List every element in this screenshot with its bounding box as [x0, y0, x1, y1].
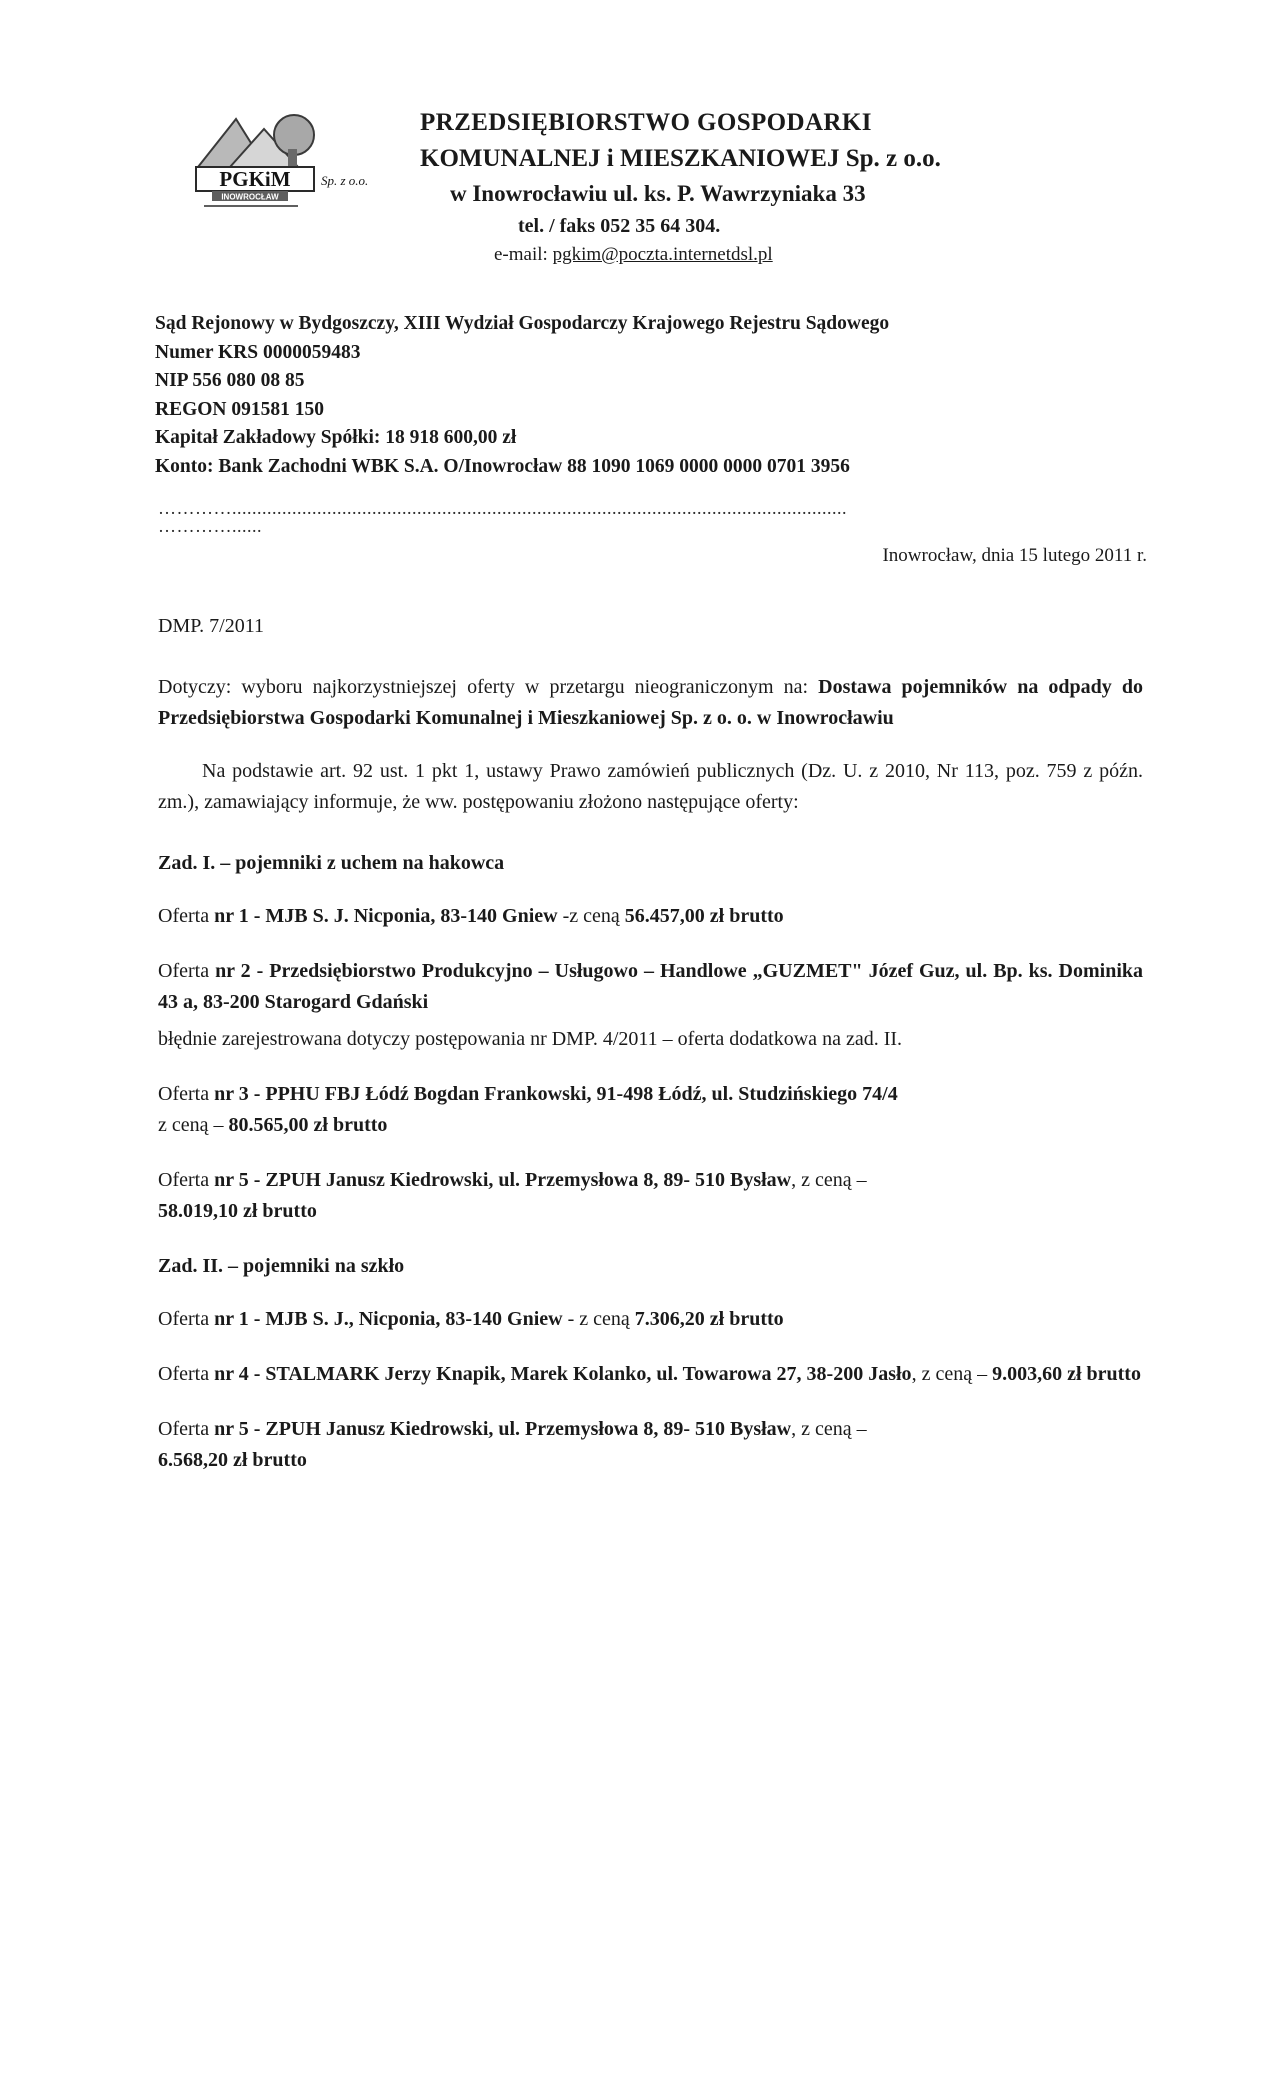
offer-mid: , z ceną – [911, 1363, 993, 1385]
header-divider-second-line: …………...... [158, 516, 262, 536]
offer-mid: , z ceną – [791, 1169, 867, 1191]
legal-basis-paragraph: Na podstawie art. 92 ust. 1 pkt 1, ustawy Prawo zamówień publicznych (Dz. U. z 2010, Nr 113, poz. 759 z późn. zm.), zamawiający informuje, że ww. postępowaniu złożono następujące oferty: [158, 760, 1143, 813]
offer-prefix: Oferta [158, 1418, 215, 1440]
place-and-date: Inowrocław, dnia 15 lutego 2011 r. [882, 545, 1147, 566]
offer-prefix: Oferta [158, 1169, 215, 1191]
company-address: w Inowrocławiu ul. ks. P. Wawrzyniaka 33 [450, 181, 866, 206]
offer-company: nr 5 - ZPUH Janusz Kiedrowski, ul. Przemysłowa 8, 89- 510 Bysław [214, 1169, 792, 1191]
nip-number: NIP 556 080 08 85 [155, 370, 305, 391]
offer-item [158, 956, 1143, 1018]
regon-number: REGON 091581 150 [155, 398, 325, 420]
offer-mid: , z ceną – [791, 1418, 867, 1440]
offer-price: 6.568,20 zł brutto [158, 1449, 307, 1471]
offer-item [158, 1359, 1143, 1390]
offer-item [158, 1165, 1143, 1227]
offer-item [158, 1304, 1143, 1335]
offer-price: 58.019,10 zł brutto [158, 1200, 317, 1222]
svg-text:Sp. z o.o.: Sp. z o.o. [321, 173, 369, 188]
pgkim-logo-icon [190, 105, 395, 210]
offer-company: nr 5 - ZPUH Janusz Kiedrowski, ul. Przemysłowa 8, 89- 510 Bysław [214, 1418, 792, 1440]
offer-note: błędnie zarejestrowana dotyczy postępowania nr DMP. 4/2011 – oferta dodatkowa na zad. II. [158, 1028, 903, 1050]
court-register: Sąd Rejonowy w Bydgoszczy, XIII Wydział Gospodarczy Krajowego Rejestru Sądowego [155, 313, 890, 334]
company-phone: tel. / faks 052 35 64 304. [518, 215, 721, 237]
company-email-line [420, 241, 1160, 269]
company-name-line2: KOMUNALNEJ i MIESZKANIOWEJ Sp. z o.o. [420, 145, 941, 172]
offer-prefix: Oferta [158, 1083, 215, 1105]
company-logo [190, 105, 395, 210]
offer-prefix: Oferta [158, 1363, 215, 1385]
header-divider: …………........................................................................................................................... [158, 500, 847, 516]
offer-prefix: Oferta [158, 960, 216, 982]
subject-lead: Dotyczy: wyboru najkorzystniejszej oferty w przetargu nieograniczonym na: [158, 676, 819, 698]
company-name-line1: PRZEDSIĘBIORSTWO GOSPODARKI [420, 109, 872, 136]
letter-body [158, 672, 1143, 1500]
subject-bold: Dostawa pojemników na odpady do Przedsiębiorstwa Gospodarki Komunalnej i Mieszkaniowej Sp. z o. o. w Inowrocławiu [158, 676, 1143, 729]
offer-company: nr 1 - MJB S. J., Nicponia, 83-140 Gniew [214, 1308, 568, 1330]
document-reference: DMP. 7/2011 [158, 615, 264, 637]
company-name-block [420, 105, 1160, 269]
bank-account: Konto: Bank Zachodni WBK S.A. O/Inowrocław 88 1090 1069 0000 0000 0701 3956 [155, 455, 850, 477]
offer-price: 56.457,00 zł brutto [624, 905, 784, 927]
share-capital: Kapitał Zakładowy Spółki: 18 918 600,00 zł [155, 427, 517, 448]
krs-number: Numer KRS 0000059483 [155, 341, 361, 363]
offer-mid: z ceną – [158, 1114, 229, 1136]
section-heading-1: Zad. I. – pojemniki z uchem na hakowca [158, 852, 505, 874]
svg-text:PGKiM: PGKiM [219, 167, 291, 191]
offer-prefix: Oferta [158, 905, 215, 927]
svg-text:INOWROCŁAW: INOWROCŁAW [221, 192, 279, 202]
offer-item [158, 901, 1143, 932]
offer-mid: - z ceną [567, 1308, 635, 1330]
section-heading-2: Zad. II. – pojemniki na szkło [158, 1255, 405, 1277]
offer-price: 7.306,20 zł brutto [634, 1308, 784, 1330]
email-label: e-mail: [494, 244, 553, 265]
offer-company: nr 2 - Przedsiębiorstwo Produkcyjno – Usługowo – Handlowe „GUZMET" Józef Guz, ul. Bp. ks. Dominika 43 a, 83-200 Starogard Gdański [158, 960, 1144, 1013]
offer-prefix: Oferta [158, 1308, 215, 1330]
offer-item [158, 1079, 1143, 1141]
offer-company: nr 3 - PPHU FBJ Łódź Bogdan Frankowski, 91-498 Łódź, ul. Studzińskiego 74/4 [214, 1083, 898, 1105]
offer-mid: -z ceną [562, 905, 625, 927]
offer-price: 9.003,60 zł brutto [992, 1363, 1141, 1385]
offer-company: nr 1 - MJB S. J. Nicponia, 83-140 Gniew [214, 905, 563, 927]
offer-item [158, 1414, 1143, 1476]
email-address[interactable]: pgkim@poczta.internetdsl.pl [552, 244, 773, 265]
registration-details [155, 310, 1155, 481]
offer-price: 80.565,00 zł brutto [228, 1114, 388, 1136]
offer-company: nr 4 - STALMARK Jerzy Knapik, Marek Kolanko, ul. Towarowa 27, 38-200 Jasło [214, 1363, 912, 1385]
subject-paragraph [158, 672, 1143, 734]
